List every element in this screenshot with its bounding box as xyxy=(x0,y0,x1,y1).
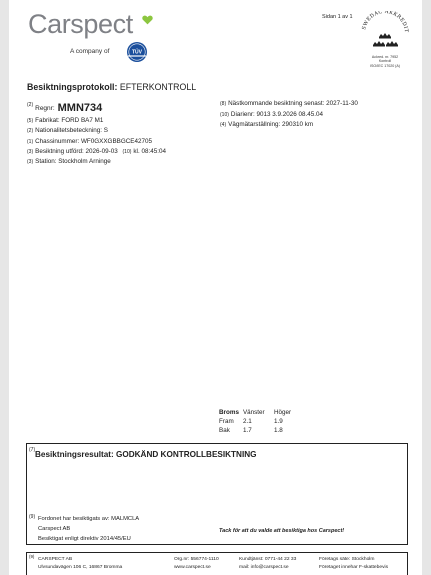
directive-text: Besiktigat enligt direktiv 2014/45/EU xyxy=(38,536,131,542)
nationality-text: Nationalitetsbeteckning: S xyxy=(35,127,108,134)
brake-row xyxy=(219,426,295,435)
performed-row xyxy=(27,148,166,155)
odometer-text: Vägmätarställning: 290310 km xyxy=(228,121,314,128)
footer-box xyxy=(26,552,408,575)
next-inspection-text: Nästkommande besiktning senast: 2027-11-30 xyxy=(228,100,358,107)
performed-text: Besiktning utförd: 2026-09-03 xyxy=(35,148,118,155)
field-number: (8) xyxy=(220,101,227,107)
nationality-row xyxy=(27,127,108,134)
field-number: (3) xyxy=(27,159,34,165)
field-number: (5) xyxy=(27,118,34,124)
protocol-title xyxy=(27,82,196,92)
footer-address: Ulvsundavägen 106 C, 16867 Bromma xyxy=(38,565,123,570)
field-number: (7) xyxy=(29,447,36,453)
page-info: Sidan 1 av 1 xyxy=(322,14,353,20)
tuv-text: TÜV xyxy=(132,49,142,56)
brake-cell: 1.7 xyxy=(242,427,252,434)
station-text: Station: Stockholm Arninge xyxy=(35,158,111,165)
company-line: A company of xyxy=(70,48,110,55)
result-title: Besiktningsresultat: GODKÄND KONTROLLBESIKTNING xyxy=(35,450,257,459)
heart-icon xyxy=(142,12,153,30)
field-number: (9) xyxy=(29,514,36,520)
swedac-arc-text: SWEDAC AKKREDIT xyxy=(361,11,410,34)
chassis-text: Chassinummer: WF0GXXGBBGCE42705 xyxy=(35,138,153,145)
brake-row xyxy=(219,417,295,426)
brake-cell: 1.8 xyxy=(273,427,283,434)
accreditation-line: ISO/IEC 17020 (A) xyxy=(370,63,400,68)
protocol-title-value: EFTERKONTROLL xyxy=(119,82,197,92)
regnr-row xyxy=(27,101,102,113)
swedac-seal xyxy=(359,11,411,60)
field-number: (2) xyxy=(27,128,34,134)
accreditation-line: Kontroll xyxy=(378,59,392,64)
protocol-page xyxy=(9,0,422,575)
field-number: (2) xyxy=(27,102,34,108)
time-text: kl. 08:45:04 xyxy=(133,148,166,155)
diary-row xyxy=(220,111,323,118)
field-number: (1) xyxy=(27,139,34,145)
brake-cell: Fram xyxy=(219,418,234,425)
field-number: (3) xyxy=(27,149,34,155)
footer-email: mail: info@carspect.se xyxy=(239,565,289,570)
station-row xyxy=(27,158,111,165)
field-number: (4) xyxy=(220,122,227,128)
brake-cell: 2.1 xyxy=(242,418,252,425)
regnr-value: MMN734 xyxy=(57,102,103,114)
accreditation-lines xyxy=(359,55,411,68)
protocol-title-label: Besiktningsprotokoll: xyxy=(27,82,118,92)
carspect-logo: Carspect xyxy=(28,9,133,39)
field-number: (9) xyxy=(29,554,35,559)
footer-orgnr: Org.nr: 556774-1110 xyxy=(174,557,219,562)
tuv-logo-icon xyxy=(126,41,148,68)
brake-header: Vänster xyxy=(242,409,265,416)
brake-header: Höger xyxy=(273,409,292,416)
field-number: (10) xyxy=(122,149,132,155)
footer-company: CARSPECT AB xyxy=(38,557,73,562)
brake-table xyxy=(219,409,295,435)
svg-text:SWEDAC AKKREDITERING xyxy=(359,11,409,33)
inspector-company: Carspect AB xyxy=(38,526,71,532)
regnr-label: Regnr: xyxy=(35,105,55,112)
accreditation-line: Ackred. nr. 7952 xyxy=(371,55,399,59)
inspected-by: Fordonet har besiktigats av: MALMCLA xyxy=(38,516,140,522)
footer-ftax: Företaget innehar F-skattebevis xyxy=(319,565,389,570)
footer-website: www.carspect.se xyxy=(174,565,211,570)
diary-text: Diarienr: 9013 3.9.2026 08.45.04 xyxy=(230,111,323,118)
field-number: (10) xyxy=(220,112,229,118)
brake-cell: Bak xyxy=(219,427,230,434)
brake-cell: 1.9 xyxy=(273,418,283,425)
next-inspection-row xyxy=(220,100,358,107)
make-text: Fabrikat: FORD BA7 M1 xyxy=(35,117,104,124)
footer-phone: Kundtjänst: 0771-44 22 33 xyxy=(239,557,297,562)
thanks-text: Tack för att du valde att besiktiga hos Carspect! xyxy=(219,528,345,534)
footer-seat: Företags säte: Stockholm xyxy=(319,557,375,562)
odometer-row xyxy=(220,121,313,128)
make-row xyxy=(27,117,103,124)
brake-header: Broms xyxy=(219,409,239,416)
chassis-row xyxy=(27,138,152,145)
